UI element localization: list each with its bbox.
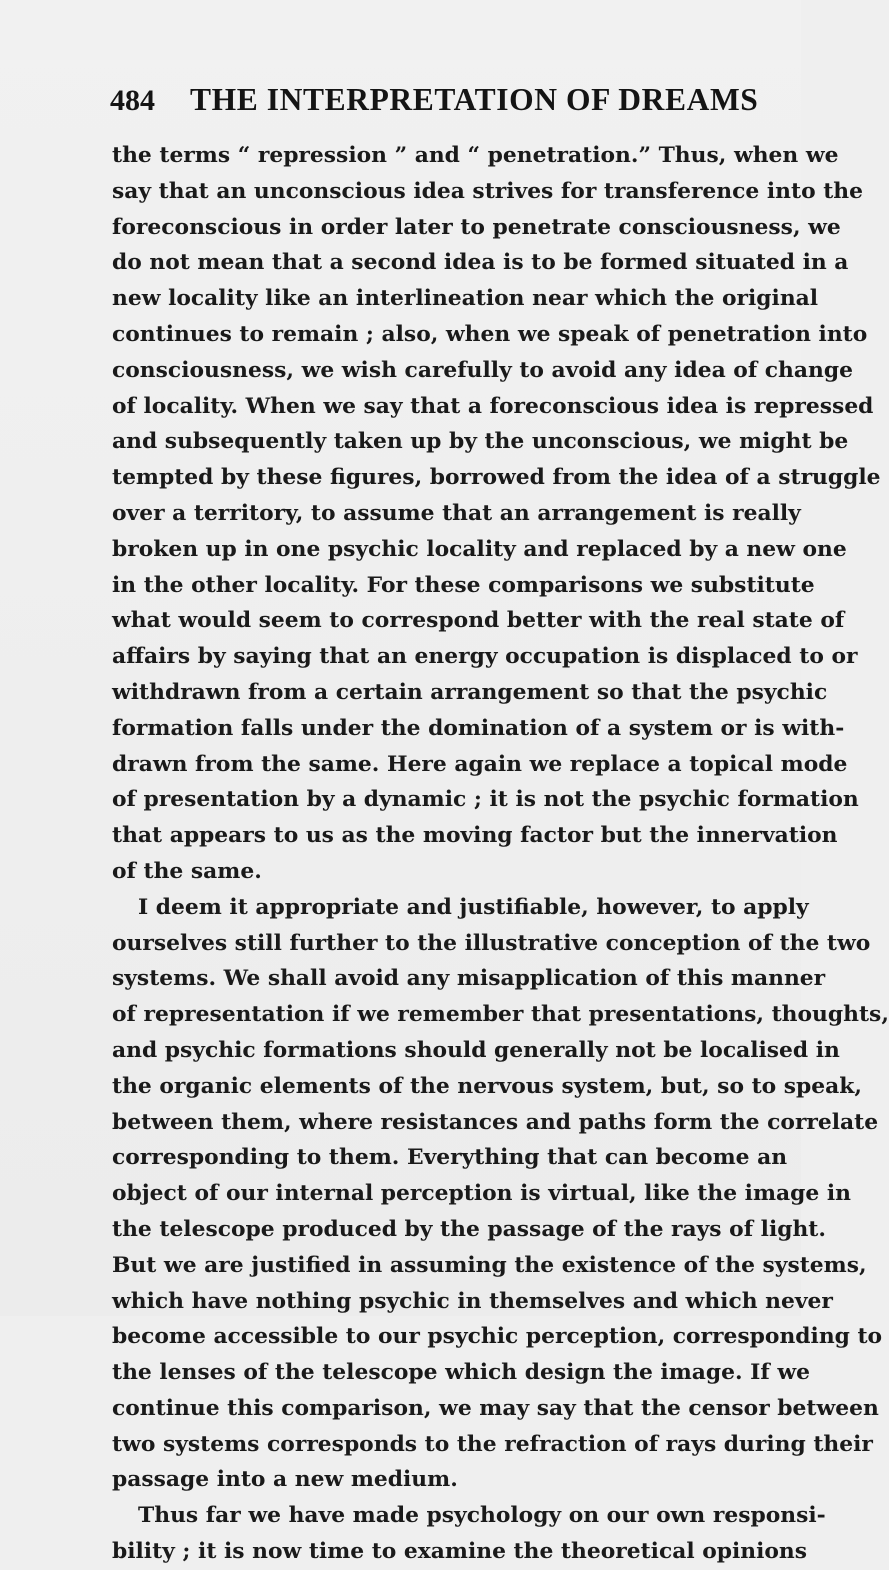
text-line: what would seem to correspond better with the real state of (112, 608, 845, 634)
text-line: become accessible to our psychic perception, corresponding to (112, 1324, 883, 1350)
text-line: object of our internal perception is virtual, like the image in (112, 1181, 851, 1207)
text-line: Thus far we have made psychology on our own responsi- (138, 1503, 826, 1529)
text-line: do not mean that a second idea is to be formed situated in a (112, 250, 849, 276)
text-line: corresponding to them. Everything that can become an (112, 1145, 788, 1171)
text-line: of representation if we remember that presentations, thoughts, (112, 1002, 889, 1028)
text-line: drawn from the same. Here again we replace a topical mode (112, 751, 848, 777)
text-line: in the other locality. For these comparisons we substitute (112, 572, 815, 598)
text-line: of locality. When we say that a foreconscious idea is repressed (112, 393, 874, 419)
text-line: ourselves still further to the illustrative conception of the two (112, 930, 871, 956)
text-line: the lenses of the telescope which design the image. If we (112, 1360, 810, 1386)
text-line: consciousness, we wish carefully to avoid any idea of change (112, 357, 853, 383)
text-line: the telescope produced by the passage of the rays of light. (112, 1216, 826, 1242)
text-line: formation falls under the domination of a system or is with- (112, 715, 845, 741)
text-line: two systems corresponds to the refraction of rays during their (112, 1431, 873, 1457)
text-line: bility ; it is now time to examine the theoretical opinions (112, 1539, 808, 1565)
text-line: new locality like an interlineation near which the original (112, 286, 819, 312)
text-line: and psychic formations should generally not be localised in (112, 1037, 840, 1063)
text-line: passage into a new medium. (112, 1467, 458, 1493)
text-line: withdrawn from a certain arrangement so that the psychic (112, 679, 828, 705)
page-header (110, 82, 785, 126)
page-number: 484 (110, 84, 155, 117)
text-line: broken up in one psychic locality and replaced by a new one (112, 536, 847, 562)
text-line: continue this comparison, we may say that the censor between (112, 1395, 879, 1421)
text-line: systems. We shall avoid any misapplication of this manner (112, 966, 826, 992)
text-line: between them, where resistances and paths form the correlate (112, 1109, 879, 1135)
text-line: the organic elements of the nervous system, but, so to speak, (112, 1073, 862, 1099)
text-line: tempted by these figures, borrowed from the idea of a struggle (112, 465, 881, 491)
text-line: which have nothing psychic in themselves and which never (112, 1288, 833, 1314)
text-line: foreconscious in order later to penetrate consciousness, we (112, 214, 841, 240)
running-title: THE INTERPRETATION OF DREAMS (190, 82, 759, 117)
text-line: the terms “ repression ” and “ penetration.” Thus, when we (112, 143, 839, 168)
text-line: say that an unconscious idea strives for transference into the (112, 178, 863, 204)
body-text (112, 138, 889, 1570)
text-line: over a territory, to assume that an arrangement is really (112, 500, 801, 526)
text-line: But we are justified in assuming the existence of the systems, (112, 1252, 867, 1278)
text-line: and subsequently taken up by the unconscious, we might be (112, 429, 849, 455)
text-line: continues to remain ; also, when we speak of penetration into (112, 321, 868, 347)
text-line: of the same. (112, 858, 262, 884)
text-line: affairs by saying that an energy occupation is displaced to or (112, 644, 858, 670)
text-line: that appears to us as the moving factor but the innervation (112, 823, 838, 849)
text-line: I deem it appropriate and justifiable, however, to apply (138, 894, 809, 920)
text-line: of presentation by a dynamic ; it is not the psychic formation (112, 787, 859, 813)
